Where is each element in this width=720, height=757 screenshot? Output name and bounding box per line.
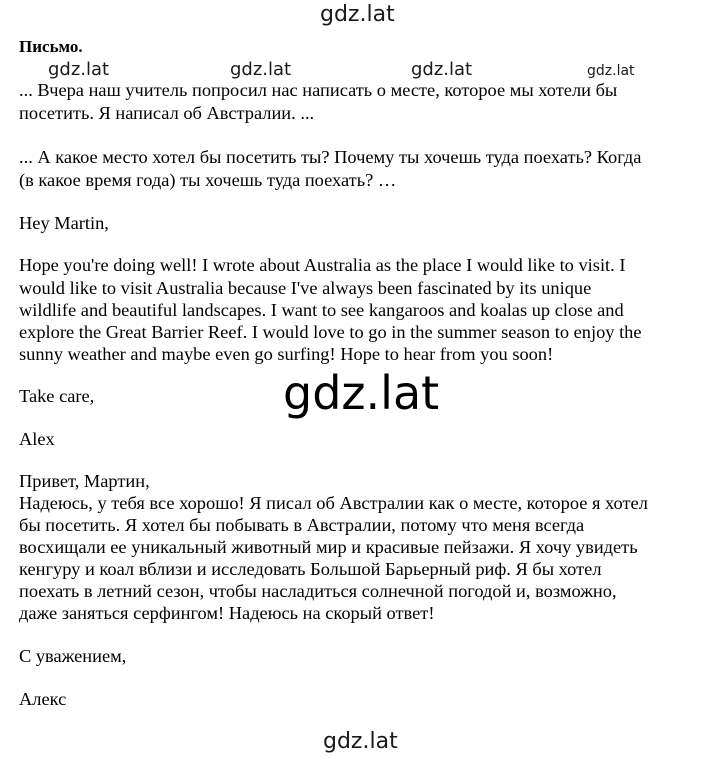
letter-en-closing: Take care, [19, 386, 95, 406]
letter-ru-line: даже заняться серфингом! Надеюсь на скорый ответ! [19, 603, 435, 623]
watermark-center: gdz.lat [283, 366, 440, 420]
watermark-row-4: gdz.lat [587, 63, 635, 79]
letter-en-line: explore the Great Barrier Reef. I would love to go in the summer season to enjoy the [19, 322, 642, 342]
letter-en-line: Hope you're doing well! I wrote about Australia as the place I would like to visit. I [19, 255, 626, 275]
letter-en-line: would like to visit Australia because I've always been fascinated by its unique [19, 278, 592, 298]
prompt-line: (в какое время года) ты хочешь туда поехать? … [19, 170, 397, 190]
prompt-line: ... Вчера наш учитель попросил нас написать о месте, которое мы хотели бы [19, 80, 618, 100]
letter-ru-greeting: Привет, Мартин, [19, 471, 150, 491]
letter-ru-line: кенгуру и коал вблизи и исследовать Большой Барьерный риф. Я бы хотел [19, 559, 602, 579]
prompt-line: ... А какое место хотел бы посетить ты? Почему ты хочешь туда поехать? Когда [19, 147, 642, 167]
letter-ru-line: бы посетить. Я хотел бы побывать в Австралии, потому что меня всегда [19, 515, 585, 535]
letter-ru-signature: Алекс [19, 689, 67, 709]
watermark-row-1: gdz.lat [48, 59, 110, 80]
letter-ru-closing: С уважением, [19, 646, 127, 666]
letter-en-signature: Alex [19, 429, 55, 449]
letter-en-greeting: Hey Martin, [19, 213, 109, 233]
letter-ru-line: Надеюсь, у тебя все хорошо! Я писал об Австралии как о месте, которое я хотел [19, 493, 648, 513]
letter-en-line: wildlife and beautiful landscapes. I want to see kangaroos and koalas up close and [19, 300, 624, 320]
letter-en-line: sunny weather and maybe even go surfing! Hope to hear from you soon! [19, 344, 554, 364]
watermark-top: gdz.lat [320, 2, 395, 27]
letter-ru-line: поехать в летний сезон, чтобы насладиться солнечной погодой и, возможно, [19, 581, 617, 601]
watermark-bottom: gdz.lat [323, 729, 398, 754]
prompt-line: посетить. Я написал об Австралии. ... [19, 103, 315, 123]
watermark-row-3: gdz.lat [411, 59, 473, 80]
watermark-row-2: gdz.lat [230, 59, 292, 80]
page-title: Письмо. [19, 37, 83, 56]
letter-ru-line: восхищали ее уникальный животный мир и красивые пейзажи. Я хочу увидеть [19, 537, 638, 557]
